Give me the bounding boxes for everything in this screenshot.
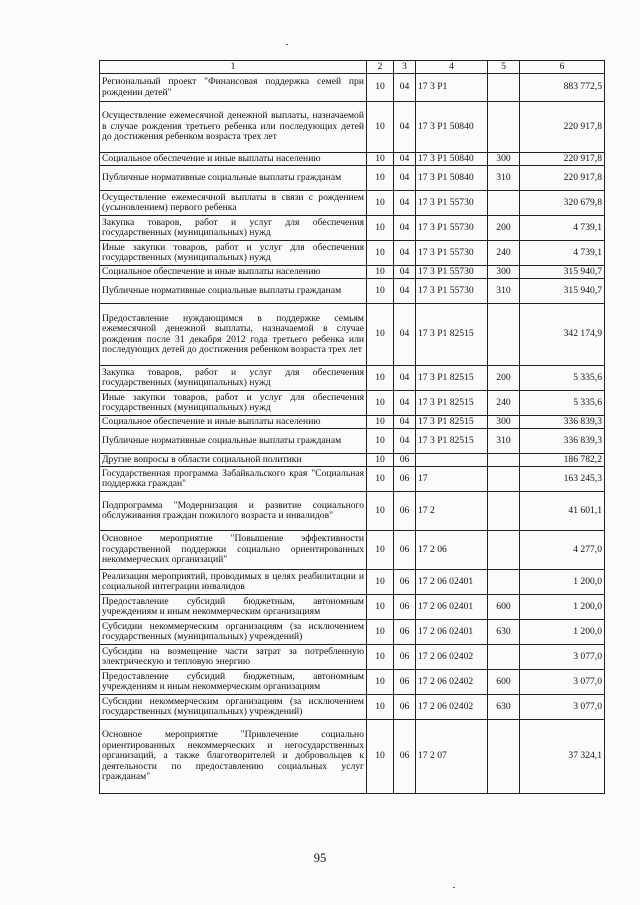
row-section: 10	[367, 391, 394, 416]
table-row	[100, 102, 605, 153]
row-name: Предоставление субсидий бюджетным, автономным учреждениям и иным некоммерческим организациям	[100, 595, 367, 620]
row-subsection: 06	[394, 695, 416, 720]
row-name: Реализация мероприятий, проводимых в целях реабилитации и социальной интеграции инвалидов	[100, 570, 367, 595]
table-row	[100, 416, 605, 429]
row-amount: 883 772,5	[520, 74, 605, 102]
row-expense-type	[488, 531, 520, 570]
row-expense-type	[488, 645, 520, 670]
table-row	[100, 492, 605, 531]
row-expense-type	[488, 304, 520, 366]
table-row	[100, 266, 605, 279]
row-expense-type	[488, 492, 520, 531]
row-name: Субсидии на возмещение части затрат за потребленную электрическую и тепловую энергию	[100, 645, 367, 670]
row-expense-type: 310	[488, 166, 520, 191]
row-amount: 4 739,1	[520, 241, 605, 266]
row-name: Государственная программа Забайкальского края "Социальная поддержка граждан"	[100, 467, 367, 492]
row-section: 10	[367, 595, 394, 620]
row-target-article: 17 3 P1 82515	[416, 429, 488, 454]
row-expense-type: 240	[488, 391, 520, 416]
row-section: 10	[367, 531, 394, 570]
row-name: Другие вопросы в области социальной политики	[100, 454, 367, 467]
row-target-article: 17 2 06 02402	[416, 670, 488, 695]
row-target-article: 17	[416, 467, 488, 492]
row-section: 10	[367, 467, 394, 492]
row-section: 10	[367, 241, 394, 266]
row-subsection: 04	[394, 429, 416, 454]
row-subsection: 06	[394, 645, 416, 670]
table-row	[100, 216, 605, 241]
row-section: 10	[367, 570, 394, 595]
row-expense-type: 630	[488, 620, 520, 645]
row-name: Осуществление ежемесячной денежной выплаты, назначаемой в случае рождения третьего ребенка или последующих детей до достижения ребенком возраста трех лет	[100, 102, 367, 153]
row-section: 10	[367, 720, 394, 794]
row-subsection: 06	[394, 492, 416, 531]
row-name: Основное мероприятие "Привлечение социально ориентированных некоммерческих и негосударственных организаций, а также благотворителей и добровольцев к деятельности по предоставлению социальных услуг гражданам"	[100, 720, 367, 794]
row-target-article: 17 2 06 02401	[416, 570, 488, 595]
row-amount: 3 077,0	[520, 670, 605, 695]
table-row	[100, 241, 605, 266]
row-section: 10	[367, 191, 394, 216]
row-target-article: 17 2 06	[416, 531, 488, 570]
table-row	[100, 595, 605, 620]
row-amount: 163 245,3	[520, 467, 605, 492]
row-expense-type: 240	[488, 241, 520, 266]
row-target-article: 17 2 06 02401	[416, 595, 488, 620]
row-subsection: 04	[394, 391, 416, 416]
row-expense-type: 200	[488, 366, 520, 391]
table-row	[100, 454, 605, 467]
row-target-article: 17 3 P1 50840	[416, 102, 488, 153]
row-name: Социальное обеспечение и иные выплаты населению	[100, 266, 367, 279]
row-amount: 342 174,9	[520, 304, 605, 366]
row-subsection: 06	[394, 670, 416, 695]
header-col-6: 6	[520, 61, 605, 74]
row-target-article: 17 2 06 02401	[416, 620, 488, 645]
row-expense-type: 310	[488, 429, 520, 454]
row-subsection: 04	[394, 216, 416, 241]
row-section: 10	[367, 153, 394, 166]
row-target-article: 17 3 P1 55730	[416, 216, 488, 241]
table-row	[100, 153, 605, 166]
row-subsection: 04	[394, 266, 416, 279]
row-target-article: 17 3 P1 55730	[416, 279, 488, 304]
row-amount: 1 200,0	[520, 595, 605, 620]
row-target-article: 17 3 P1 82515	[416, 366, 488, 391]
row-subsection: 04	[394, 191, 416, 216]
table-row	[100, 695, 605, 720]
header-col-1: 1	[100, 61, 367, 74]
row-section: 10	[367, 645, 394, 670]
row-section: 10	[367, 74, 394, 102]
row-expense-type: 630	[488, 695, 520, 720]
table-row	[100, 304, 605, 366]
row-amount: 3 077,0	[520, 645, 605, 670]
row-target-article: 17 3 P1 82515	[416, 416, 488, 429]
row-section: 10	[367, 166, 394, 191]
row-name: Публичные нормативные социальные выплаты гражданам	[100, 279, 367, 304]
row-name: Публичные нормативные социальные выплаты гражданам	[100, 166, 367, 191]
row-subsection: 04	[394, 416, 416, 429]
row-name: Региональный проект "Финансовая поддержка семей при рождении детей"	[100, 74, 367, 102]
row-target-article: 17 3 P1 55730	[416, 266, 488, 279]
row-expense-type: 200	[488, 216, 520, 241]
header-col-2: 2	[367, 61, 394, 74]
row-subsection: 06	[394, 531, 416, 570]
row-target-article	[416, 454, 488, 467]
row-amount: 315 940,7	[520, 279, 605, 304]
table-row	[100, 720, 605, 794]
table-row	[100, 570, 605, 595]
row-amount: 320 679,8	[520, 191, 605, 216]
header-col-3: 3	[394, 61, 416, 74]
row-amount: 220 917,8	[520, 153, 605, 166]
row-amount: 315 940,7	[520, 266, 605, 279]
table-header-row	[100, 61, 605, 74]
row-target-article: 17 3 P1 55730	[416, 241, 488, 266]
row-amount: 5 335,6	[520, 366, 605, 391]
row-amount: 1 200,0	[520, 620, 605, 645]
row-subsection: 06	[394, 454, 416, 467]
row-amount: 336 839,3	[520, 429, 605, 454]
row-section: 10	[367, 266, 394, 279]
row-name: Закупка товаров, работ и услуг для обеспечения государственных (муниципальных) нужд	[100, 366, 367, 391]
table-row	[100, 429, 605, 454]
row-expense-type	[488, 720, 520, 794]
header-col-4: 4	[416, 61, 488, 74]
table-row	[100, 467, 605, 492]
row-target-article: 17 3 P1 55730	[416, 191, 488, 216]
row-name: Социальное обеспечение и иные выплаты населению	[100, 153, 367, 166]
header-col-5: 5	[488, 61, 520, 74]
row-amount: 4 277,0	[520, 531, 605, 570]
row-name: Иные закупки товаров, работ и услуг для обеспечения государственных (муниципальных) нужд	[100, 241, 367, 266]
row-expense-type: 310	[488, 279, 520, 304]
row-name: Предоставление субсидий бюджетным, автономным учреждениям и иным некоммерческим организациям	[100, 670, 367, 695]
row-section: 10	[367, 216, 394, 241]
row-expense-type: 300	[488, 153, 520, 166]
scan-speck	[286, 44, 288, 45]
row-expense-type: 600	[488, 595, 520, 620]
row-name: Иные закупки товаров, работ и услуг для обеспечения государственных (муниципальных) нужд	[100, 391, 367, 416]
row-amount: 1 200,0	[520, 570, 605, 595]
row-amount: 5 335,6	[520, 391, 605, 416]
row-subsection: 04	[394, 153, 416, 166]
table-row	[100, 620, 605, 645]
table-row	[100, 366, 605, 391]
row-amount: 37 324,1	[520, 720, 605, 794]
row-name: Основное мероприятие "Повышение эффективности государственной поддержки социально ориентированных некоммерческих организаций"	[100, 531, 367, 570]
row-name: Предоставление нуждающимся в поддержке семьям ежемесячной денежной выплаты, назначаемой в случае рождения после 31 декабря 2012 года третьего ребенка или последующих детей до достижения ребенком возраста трех лет	[100, 304, 367, 366]
table-row	[100, 391, 605, 416]
row-name: Подпрограмма "Модернизация и развитие социального обслуживания граждан пожилого возраста и инвалидов"	[100, 492, 367, 531]
row-name: Публичные нормативные социальные выплаты гражданам	[100, 429, 367, 454]
row-expense-type: 600	[488, 670, 520, 695]
row-expense-type	[488, 570, 520, 595]
row-expense-type	[488, 74, 520, 102]
row-section: 10	[367, 102, 394, 153]
row-name: Субсидии некоммерческим организациям (за исключением государственных (муниципальных) учреждений)	[100, 620, 367, 645]
table-row	[100, 74, 605, 102]
row-target-article: 17 3 P1 82515	[416, 391, 488, 416]
row-section: 10	[367, 670, 394, 695]
row-amount: 220 917,8	[520, 102, 605, 153]
row-subsection: 04	[394, 241, 416, 266]
row-section: 10	[367, 429, 394, 454]
row-subsection: 06	[394, 467, 416, 492]
budget-table	[99, 60, 605, 794]
row-section: 10	[367, 454, 394, 467]
row-section: 10	[367, 695, 394, 720]
row-target-article: 17 2	[416, 492, 488, 531]
row-section: 10	[367, 304, 394, 366]
row-subsection: 04	[394, 74, 416, 102]
row-name: Осуществление ежемесячной выплаты в связи с рождением (усыновлением) первого ребенка	[100, 191, 367, 216]
row-subsection: 06	[394, 620, 416, 645]
row-subsection: 04	[394, 166, 416, 191]
row-expense-type: 300	[488, 266, 520, 279]
page-number: 95	[313, 851, 327, 865]
row-amount: 41 601,1	[520, 492, 605, 531]
row-target-article: 17 2 06 02402	[416, 695, 488, 720]
row-section: 10	[367, 279, 394, 304]
row-subsection: 06	[394, 595, 416, 620]
row-section: 10	[367, 620, 394, 645]
scan-speck	[453, 887, 455, 888]
row-subsection: 04	[394, 366, 416, 391]
row-subsection: 04	[394, 304, 416, 366]
table-row	[100, 191, 605, 216]
row-subsection: 04	[394, 279, 416, 304]
row-expense-type	[488, 467, 520, 492]
row-name: Социальное обеспечение и иные выплаты населению	[100, 416, 367, 429]
row-name: Субсидии некоммерческим организациям (за исключением государственных (муниципальных) учреждений)	[100, 695, 367, 720]
table-row	[100, 279, 605, 304]
table-row	[100, 166, 605, 191]
row-subsection: 04	[394, 102, 416, 153]
row-expense-type	[488, 454, 520, 467]
row-expense-type	[488, 102, 520, 153]
row-subsection: 06	[394, 720, 416, 794]
row-amount: 4 739,1	[520, 216, 605, 241]
table-row	[100, 531, 605, 570]
row-target-article: 17 3 P1 50840	[416, 166, 488, 191]
row-section: 10	[367, 416, 394, 429]
row-subsection: 06	[394, 570, 416, 595]
row-amount: 186 782,2	[520, 454, 605, 467]
row-target-article: 17 3 P1 82515	[416, 304, 488, 366]
row-expense-type: 300	[488, 416, 520, 429]
row-section: 10	[367, 492, 394, 531]
row-name: Закупка товаров, работ и услуг для обеспечения государственных (муниципальных) нужд	[100, 216, 367, 241]
table-row	[100, 645, 605, 670]
row-target-article: 17 2 07	[416, 720, 488, 794]
row-expense-type	[488, 191, 520, 216]
row-section: 10	[367, 366, 394, 391]
row-target-article: 17 2 06 02402	[416, 645, 488, 670]
row-amount: 336 839,3	[520, 416, 605, 429]
row-target-article: 17 3 P1	[416, 74, 488, 102]
table-row	[100, 670, 605, 695]
row-amount: 220 917,8	[520, 166, 605, 191]
row-target-article: 17 3 P1 50840	[416, 153, 488, 166]
row-amount: 3 077,0	[520, 695, 605, 720]
